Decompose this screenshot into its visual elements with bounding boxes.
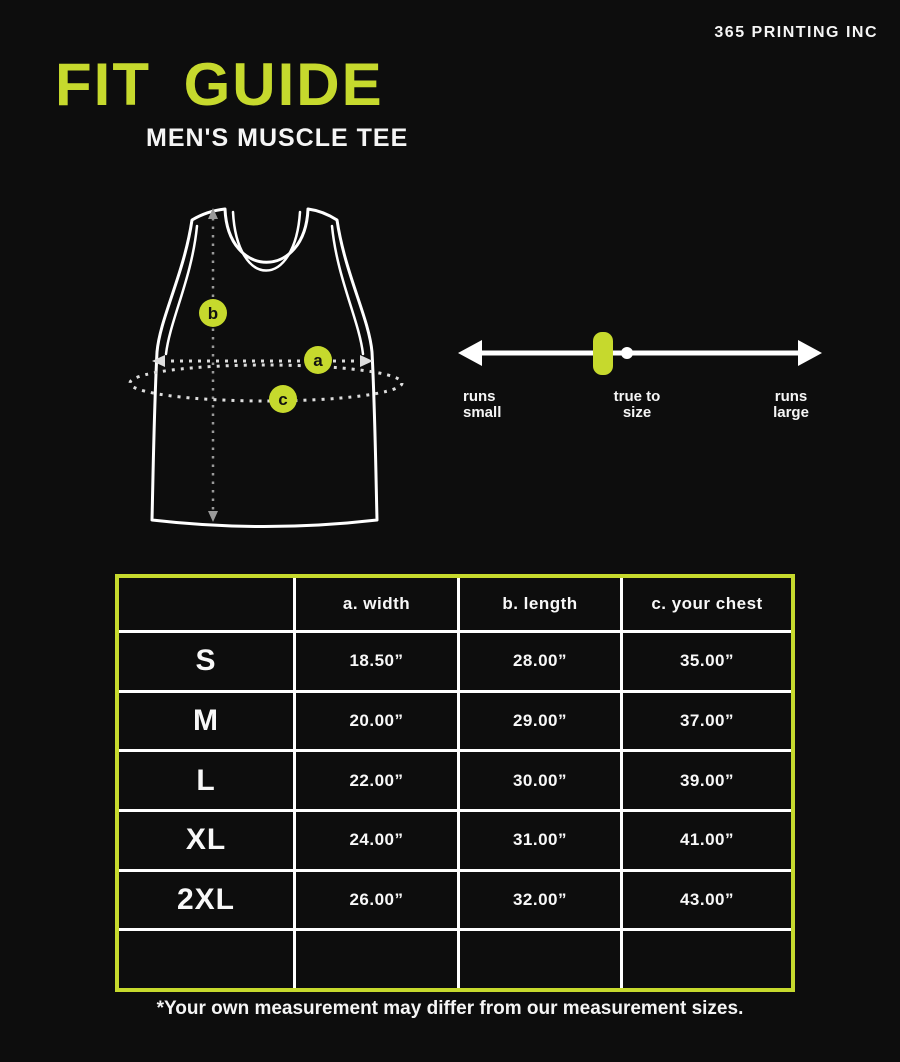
table-cell: 41.00” <box>623 812 791 869</box>
brand-name: 365 PRINTING INC <box>714 24 878 41</box>
fit-indicator-pill <box>593 332 613 375</box>
fit-scale-center-dot <box>621 347 633 359</box>
table-cell: 35.00” <box>623 633 791 690</box>
table-empty-cell <box>623 931 791 988</box>
table-cell: 37.00” <box>623 693 791 750</box>
muscle-tee-diagram <box>108 190 418 550</box>
table-cell: 29.00” <box>460 693 620 750</box>
scale-label-runs-small <box>463 389 501 421</box>
left-armhole-inner-line <box>166 226 197 354</box>
scale-label-line: large <box>773 403 809 421</box>
table-cell: 26.00” <box>296 872 457 929</box>
page-subtitle: MEN'S MUSCLE TEE <box>146 124 409 152</box>
table-empty-cell <box>119 931 293 988</box>
table-header-width: a. width <box>296 578 457 630</box>
scale-label-runs-large <box>773 389 809 421</box>
table-size-2xl: 2XL <box>119 872 293 929</box>
table-cell: 28.00” <box>460 633 620 690</box>
width-arrow-left <box>152 355 165 367</box>
marker-c-label: c <box>278 390 288 409</box>
table-cell: 20.00” <box>296 693 457 750</box>
fit-scale-arrow-left <box>458 340 482 366</box>
scale-label-line: size <box>622 403 652 421</box>
scale-label-true-to-size <box>614 389 661 421</box>
table-cell: 32.00” <box>460 872 620 929</box>
size-table <box>115 574 795 992</box>
marker-b-label: b <box>207 304 219 323</box>
fit-scale <box>450 325 830 385</box>
fit-scale-arrow-right <box>798 340 822 366</box>
table-cell: 30.00” <box>460 752 620 809</box>
right-armhole-inner-line <box>332 226 363 354</box>
table-empty-cell <box>460 931 620 988</box>
scale-label-line: small <box>463 403 502 421</box>
table-cell: 43.00” <box>623 872 791 929</box>
marker-a-label: a <box>313 351 323 370</box>
table-cell: 31.00” <box>460 812 620 869</box>
table-cell: 18.50” <box>296 633 457 690</box>
table-size-s: S <box>119 633 293 690</box>
scale-label-line: runs <box>774 388 808 405</box>
table-header-chest: c. your chest <box>623 578 791 630</box>
length-arrow-down <box>208 511 218 522</box>
table-size-l: L <box>119 752 293 809</box>
table-header-length: b. length <box>460 578 620 630</box>
page-title: FIT GUIDE <box>55 51 384 118</box>
chest-measure-ellipse <box>130 365 402 401</box>
table-empty-cell <box>296 931 457 988</box>
table-header-cell <box>119 578 293 630</box>
scale-label-line: runs <box>463 388 496 405</box>
measurement-disclaimer: *Your own measurement may differ from our measurement sizes. <box>156 998 744 1019</box>
table-size-m: M <box>119 693 293 750</box>
table-cell: 39.00” <box>623 752 791 809</box>
table-cell: 24.00” <box>296 812 457 869</box>
scale-label-line: true to <box>613 388 661 405</box>
table-cell: 22.00” <box>296 752 457 809</box>
table-size-xl: XL <box>119 812 293 869</box>
